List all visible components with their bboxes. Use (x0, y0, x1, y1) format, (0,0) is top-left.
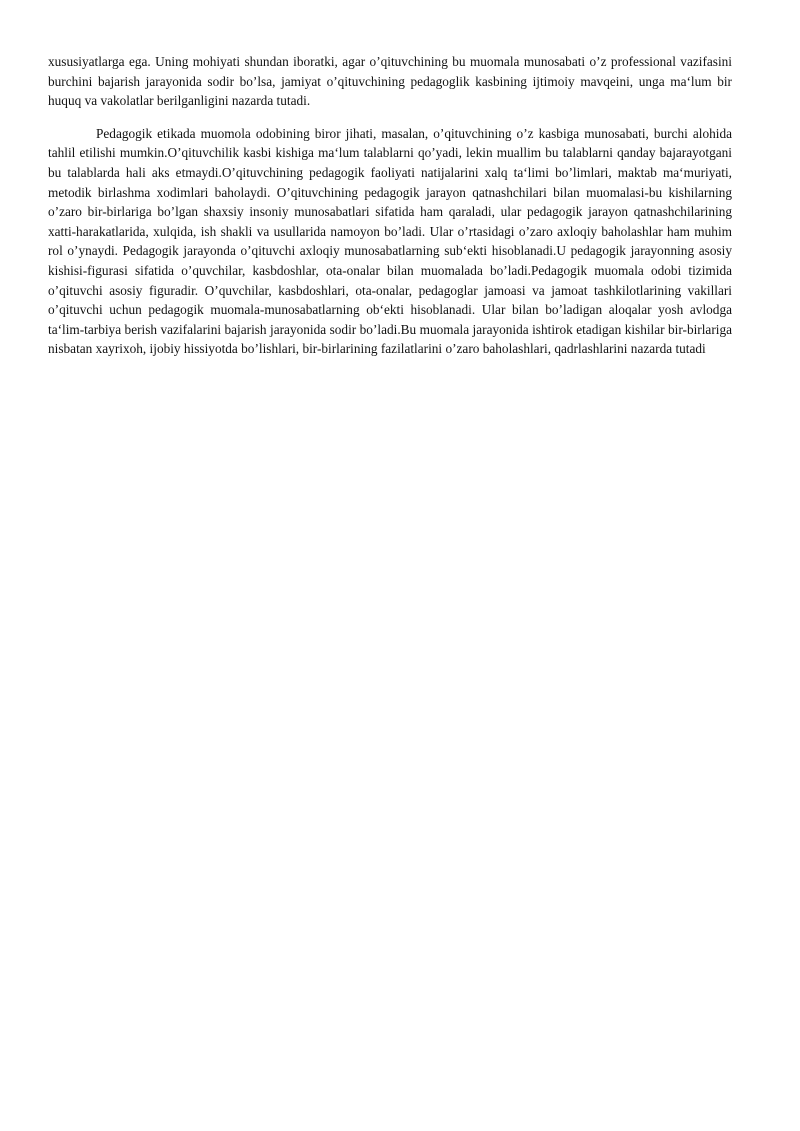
paragraph-continuation: xususiyatlarga ega. Uning mohiyati shundan iboratki, agar o’qituvchining bu muomala munosabati o’z professional vazifasini burchini bajarish jarayonida sodir bo’lsa, jamiyat o’qituvchining pedagoglik kasbining ijtimoiy mavqeini, unga ma‘lum bir huquq va vakolatlar berilganligini nazarda tutadi. (48, 54, 732, 109)
paragraph-pedagogical-ethics: Pedagogik etikada muomola odobining biror jihati, masalan, o’qituvchining o’z kasbiga munosabati, burchi alohida tahlil etilishi mumkin.O’qituvchilik kasbi kishiga ma‘lum talablarni qo’yadi, lekin muallim bu talablarni qanday bajarayotgani bu talablarda hali aks etmaydi.O’qituvchining pedagogik faoliyati natijalarini xalq ta‘limi bo’limlari, maktab ma‘muriyati, metodik birlashma xodimlari baholaydi. O’qituvchining pedagogik jarayon qatnashchilari bilan muomalasi-bu kishilarning o’zaro bir-birlariga bo’lgan shaxsiy insoniy munosabatlari sifatida ham qaraladi, ular pedagogik jarayon qatnashchilarining xatti-harakatlarida, xulqida, ish shakli va usullarida namoyon bo’ladi. Ular o’rtasidagi o’zaro axloqiy baholashlar ham muhim rol o’ynaydi. Pedagogik jarayonda o’qituvchi axloqiy munosabatlarning sub‘ekti hisoblanadi.U pedagogik jarayonning asosiy kishisi-figurasi sifatida o’quvchilar, kasbdoshlar, ota-onalar bilan muomalada bo’ladi.Pedagogik muomala odobi tizimida o’qituvchi asosiy figuradir. O’quvchilar, kasbdoshlari, ota-onalar, pedagoglar jamoasi va jamoat tashkilotlarining vakillari o’qituvchi uchun pedagogik muomala-munosabatlarning ob‘ekti hisoblanadi. Ular bilan bo’ladigan aloqalar yosh avlodga ta‘lim-tarbiya berish vazifalarini bajarish jarayonida sodir bo’ladi.Bu muomala jarayonida ishtirok etadigan kishilar bir-birlariga nisbatan xayrixoh, ijobiy hissiyotda bo’lishlari, bir-birlarining fazilatlarini o’zaro baholashlari, qadrlashlarini nazarda tutadi (48, 125, 732, 357)
document-page (48, 52, 732, 372)
